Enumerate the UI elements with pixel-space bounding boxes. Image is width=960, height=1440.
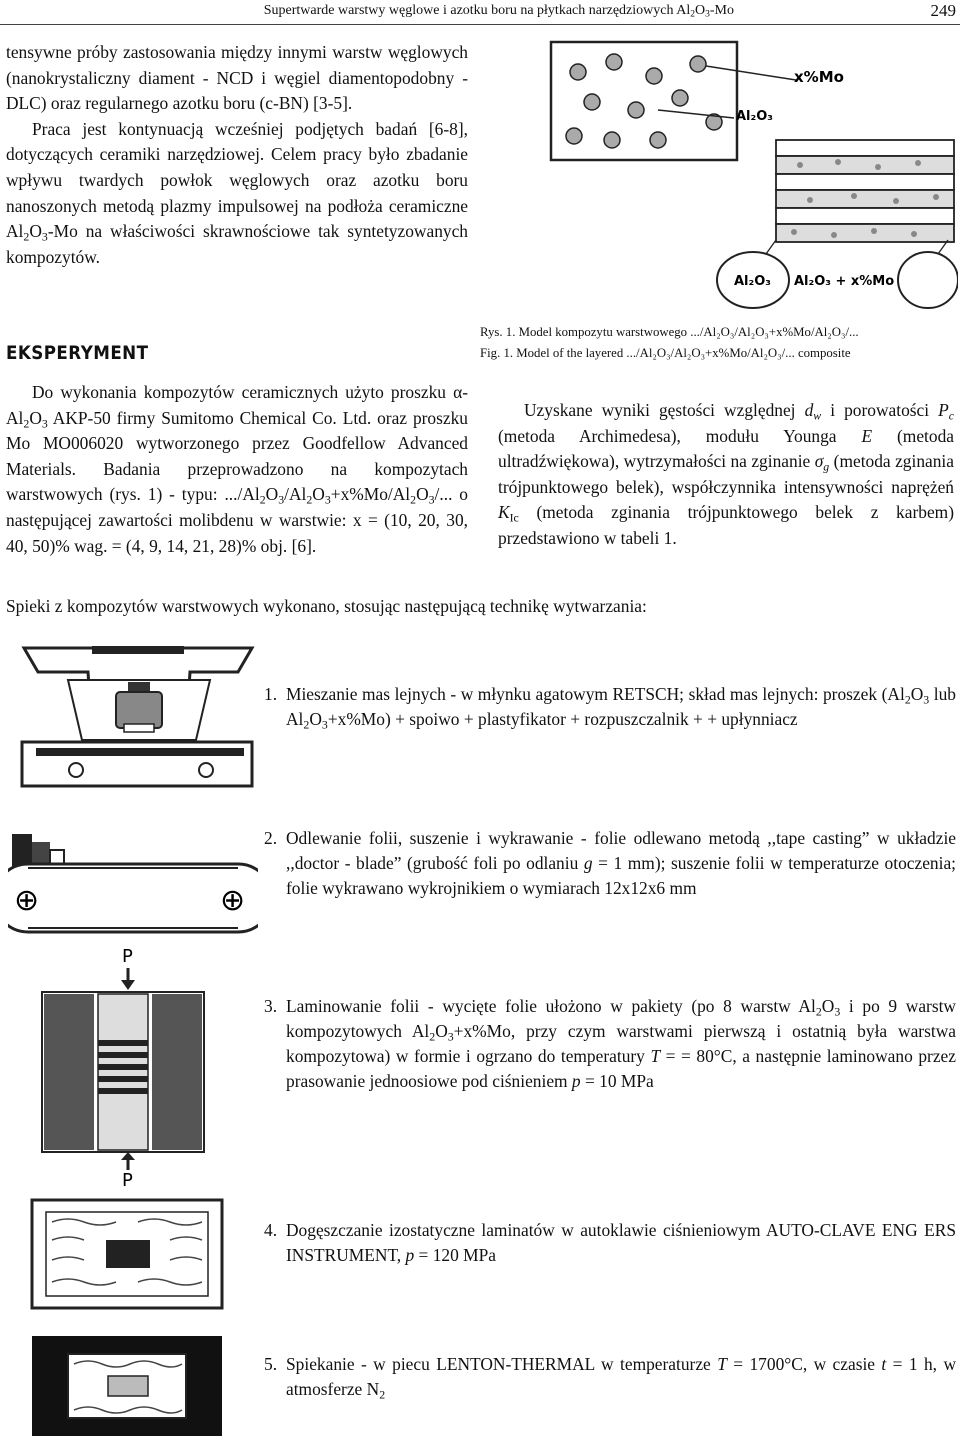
intro-text bbox=[6, 40, 468, 270]
header-title: Supertwarde warstwy węglowe i azotku boru na płytkach narzędziowych $Al_2O_3-Mo$ bbox=[263, 3, 734, 20]
layer-stack bbox=[776, 140, 954, 242]
svg-text:⊕: ⊕ bbox=[14, 883, 40, 918]
running-header bbox=[0, 0, 960, 25]
press-label-bottom: P bbox=[122, 1170, 133, 1188]
illustration-autoclave bbox=[28, 1196, 228, 1312]
results-text bbox=[498, 398, 954, 552]
step-5 bbox=[264, 1352, 956, 1402]
experiment-text bbox=[6, 380, 468, 559]
step-5-text: 5. Spiekanie - w piecu LENTON-THERMAL w temperaturze T = 1700°C, w czasie t = 1 h, w atmosferze $N_2$ bbox=[264, 1354, 956, 1402]
step-2 bbox=[264, 826, 956, 901]
zoom-circle-composite bbox=[898, 252, 958, 308]
results-paragraph: Uzyskane wyniki gęstości względnej $d_w$ i porowatości $P_c$ (metoda Archimedesa), modułu Younga E (metoda ultradźwiękowa), wytrzymałości na zginanie $\sigma_g$ (metoda zginania trójpunktowego belek), współczynnika intensywności naprężeń $K_{Ic}$ (metoda zginania trójpunktowego belek z karbem) przedstawiono w tabeli 1. bbox=[498, 400, 955, 548]
step-3-text: 3. Laminowanie folii - wycięte folie ułożono w pakiety (po 8 warstw $Al_2O_3$ i po 9 warstw kompozytowych $Al_2O_3+x\%Mo$, przy czym warstwami pierwszą i ostatnią była warstwa kompozytowa) w formie i ogrzano do temperatury T = = 80°C, a następnie laminowano przez prasowanie jednoosiowe pod ciśnieniem p = 10 MPa bbox=[264, 996, 956, 1091]
press-label-top: P bbox=[122, 946, 133, 967]
step-1-text: 1. Mieszanie mas lejnych - w młynku agatowym RETSCH; skład mas lejnych: proszek ($Al_2O_3$ lub $Al_2O_3+x\%Mo$) + spoiwo + plastyfikator + rozpuszczalnik + + upłynniacz bbox=[264, 684, 956, 732]
illustration-laminating-press bbox=[38, 940, 218, 1188]
process-intro: Spieki z kompozytów warstwowych wykonano, stosując następującą technikę wytwarzania: bbox=[6, 596, 647, 616]
figure-caption-pl: Rys. 1. Model kompozytu warstwowego .../Al₂O₃/Al₂O₃+x%Mo/Al₂O₃/... bbox=[480, 325, 859, 339]
step-3 bbox=[264, 994, 956, 1094]
intro-paragraph-1: tensywne próby zastosowania między innymi warstw węglowych (nanokrystaliczny diament - NCD i węgiel diamentopodobny - DLC) oraz regularnego azotku boru (c-BN) [3-5]. bbox=[6, 42, 468, 114]
step-4 bbox=[264, 1218, 956, 1268]
label-al2o3: Al₂O₃ bbox=[736, 109, 773, 124]
label-circle-right: Al₂O₃ + x%Mo bbox=[794, 274, 895, 289]
step-4-text: 4. Dogęszczanie izostatyczne laminatów w autoklawie ciśnieniowym AUTO-CLAVE ENG ERS INSTRUMENT, p = 120 MPa bbox=[264, 1220, 956, 1265]
svg-text:⊕: ⊕ bbox=[220, 883, 246, 918]
illustration-furnace bbox=[28, 1332, 228, 1440]
page-number: 249 bbox=[930, 1, 956, 20]
figure-layered-composite-model bbox=[548, 40, 958, 312]
illustration-tape-casting bbox=[8, 828, 258, 936]
experiment-paragraph: Do wykonania kompozytów ceramicznych użyto proszku $\alpha-Al_2O_3$ AKP-50 firmy Sumitomo Chemical Co. Ltd. oraz proszku Mo MO006020 wytworzonego przez Goodfellow Advanced Materials. Badania przeprowadzono na kompozytach warstwowych (rys. 1) - typu: $.../Al_2O_3/Al_2O_3+x\%Mo/Al_2O_3/$... o następującej zawartości molibdenu w warstwie: x = (10, 20, 30, 40, 50)% wag. = (4, 9, 14, 21, 28)% obj. [6]. bbox=[6, 382, 469, 556]
figure-caption-en: Fig. 1. Model of the layered .../Al₂O₃/Al₂O₃+x%Mo/Al₂O₃/... composite bbox=[480, 346, 851, 360]
label-circle-left: Al₂O₃ bbox=[734, 274, 771, 289]
section-heading: EKSPERYMENT bbox=[6, 342, 149, 364]
step-2-text: 2. Odlewanie folii, suszenie i wykrawanie - folie odlewano metodą ,,tape casting” w układzie ,,doctor - blade” (grubość foli po odlaniu g = 1 mm); suszenie folii w temperaturze otoczenia; folie wykrawano wykrojnikiem o wymiarach 12x12x6 mm bbox=[264, 828, 956, 898]
label-xmo: x%Mo bbox=[794, 68, 844, 86]
intro-paragraph-2: Praca jest kontynuacją wcześniej podjętych badań [6-8], dotyczących ceramiki narzędziowej. Celem pracy było zbadanie wpływu twardych powłok węglowych oraz azotku boru nanoszonych metodą plazmy impulsowej na podłoża ceramiczne $Al_2O_3-Mo$ na właściwości skrawnościowe tak syntetyzowanych kompozytów. bbox=[6, 118, 468, 267]
step-1 bbox=[264, 682, 956, 732]
illustration-mill bbox=[20, 642, 260, 792]
